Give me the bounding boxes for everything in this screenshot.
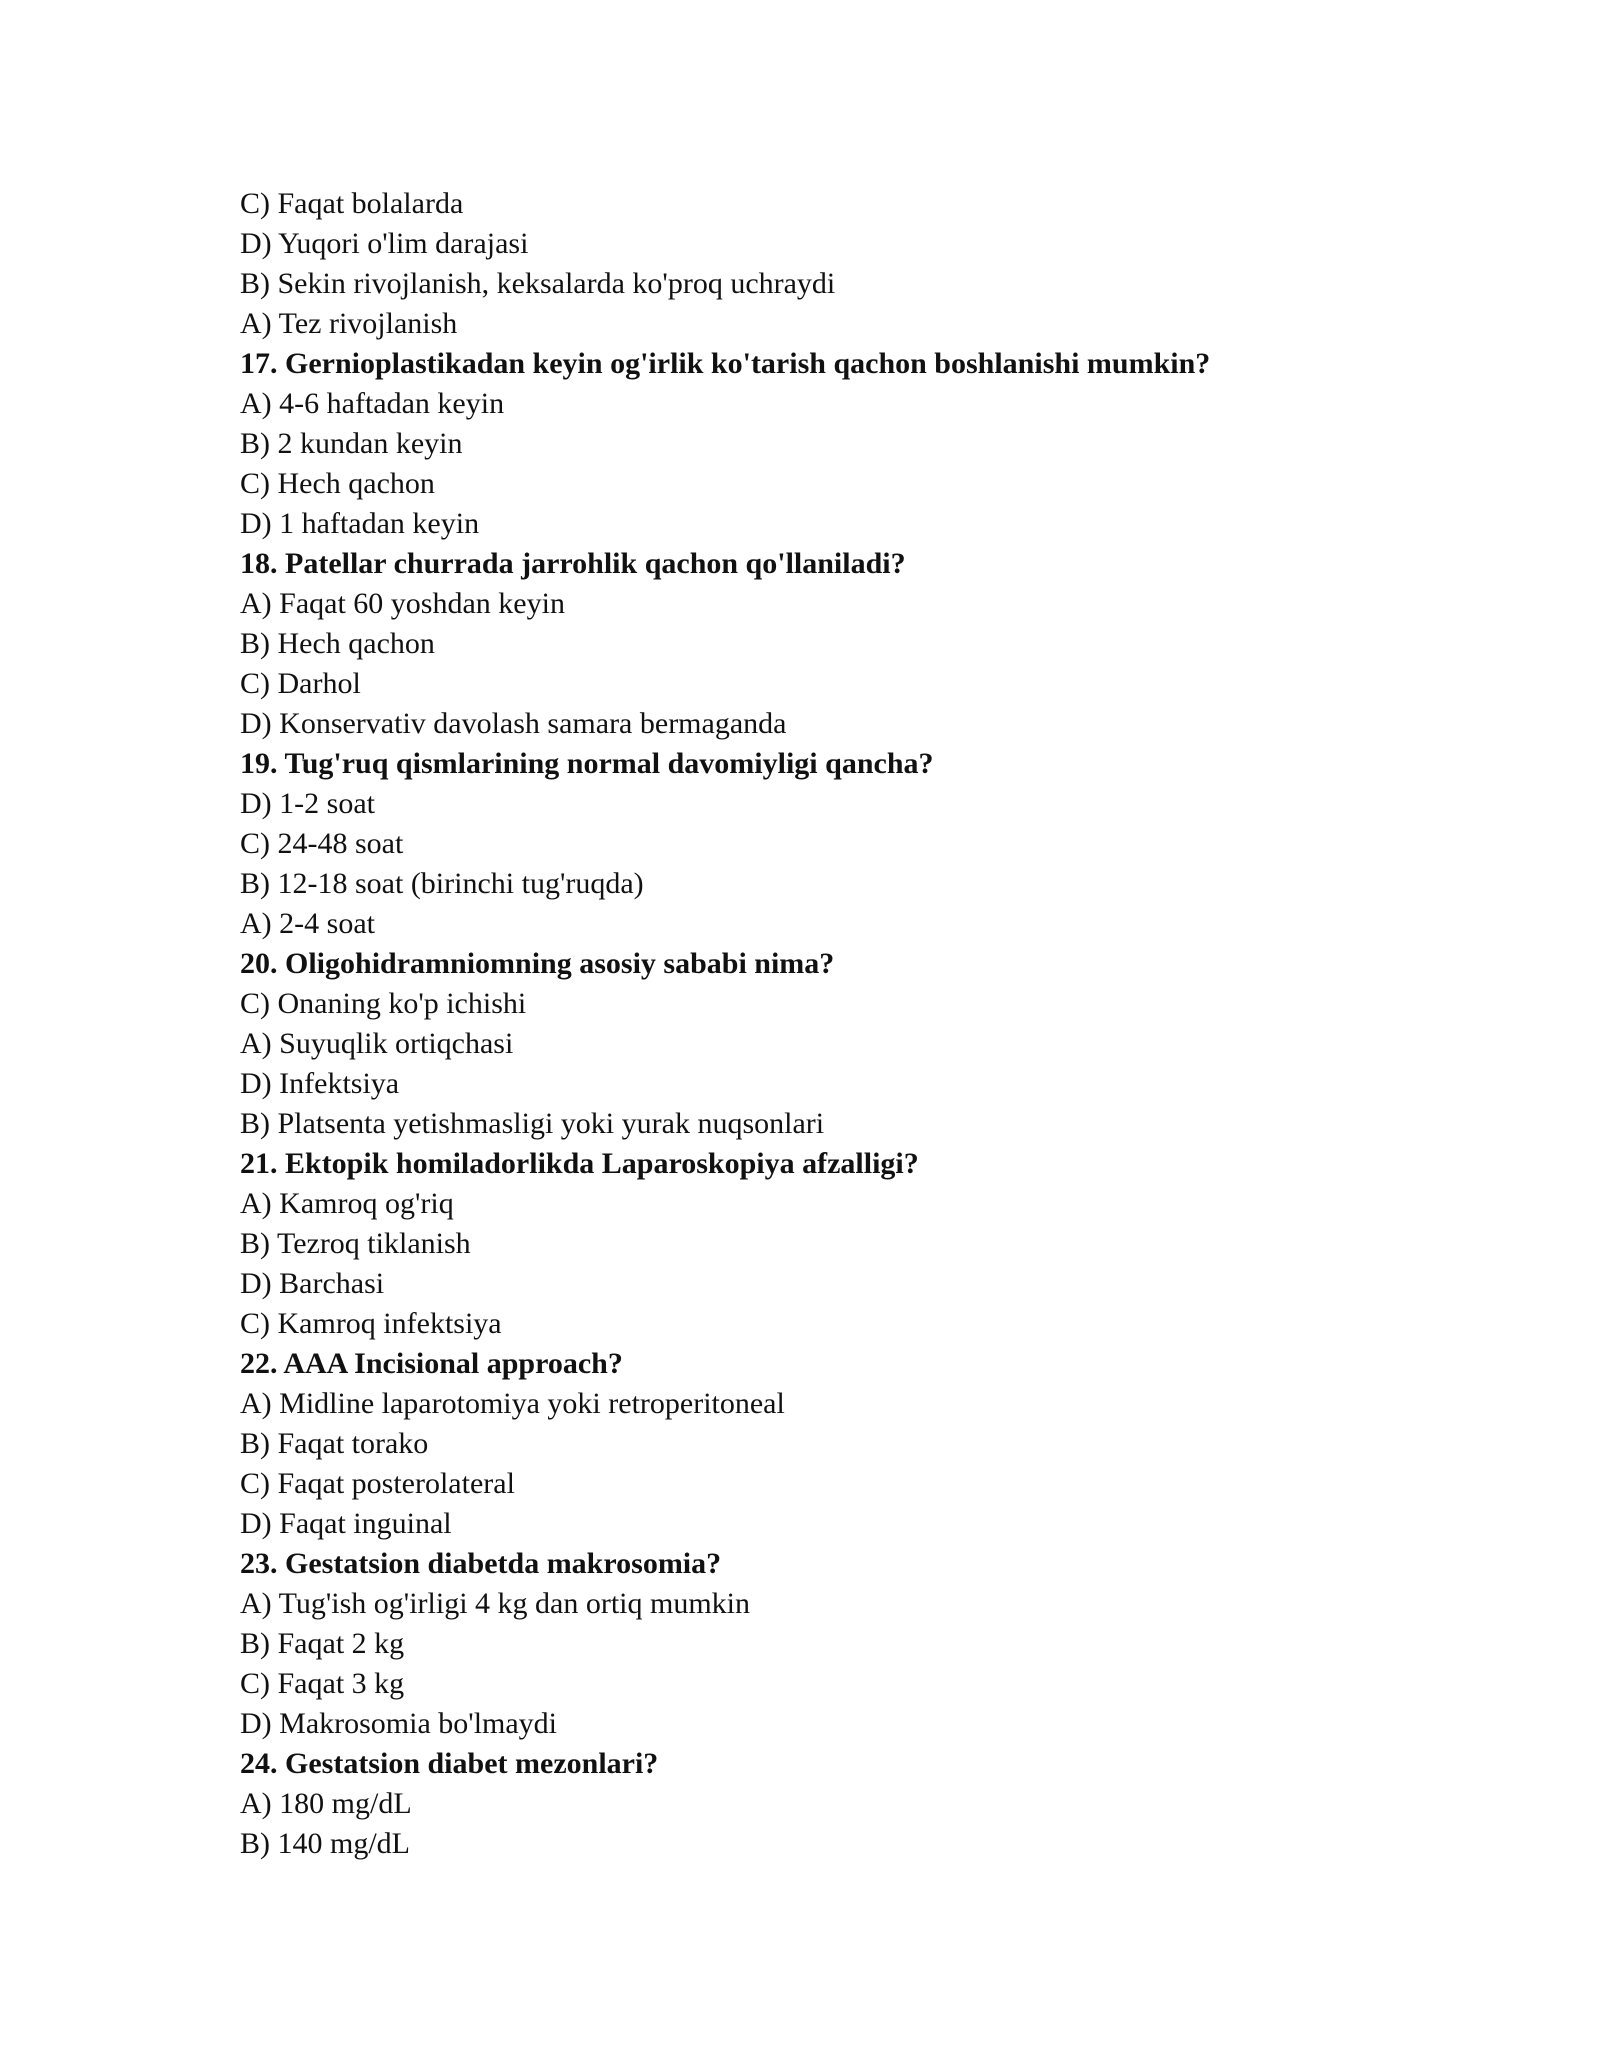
question-text: 20. Oligohidramniomning asosiy sababi nima? — [240, 947, 835, 980]
answer-option: A) Tug'ish og'irligi 4 kg dan ortiq mumkin — [240, 1587, 751, 1620]
answer-option: B) Sekin rivojlanish, keksalarda ko'proq uchraydi — [240, 267, 836, 300]
question-text: 19. Tug'ruq qismlarining normal davomiyligi qancha? — [240, 747, 934, 780]
answer-option: C) Faqat 3 kg — [240, 1667, 405, 1700]
answer-option: B) Platsenta yetishmasligi yoki yurak nuqsonlari — [240, 1107, 825, 1140]
answer-option: D) Barchasi — [240, 1267, 385, 1300]
answer-option: A) Kamroq og'riq — [240, 1187, 454, 1220]
answer-option: B) 2 kundan keyin — [240, 427, 463, 460]
question-text: 17. Gernioplastikadan keyin og'irlik ko'tarish qachon boshlanishi mumkin? — [240, 347, 1211, 380]
answer-option: C) Darhol — [240, 667, 361, 700]
answer-option: D) Konservativ davolash samara bermaganda — [240, 707, 787, 740]
answer-option: B) Tezroq tiklanish — [240, 1227, 471, 1260]
document-page — [240, 184, 1440, 1864]
answer-option: A) 180 mg/dL — [240, 1787, 412, 1820]
answer-option: B) Hech qachon — [240, 627, 435, 660]
answer-option: B) 12-18 soat (birinchi tug'ruqda) — [240, 867, 644, 900]
answer-option: B) Faqat torako — [240, 1427, 429, 1460]
answer-option: A) Tez rivojlanish — [240, 307, 458, 340]
question-block-19 — [240, 744, 1440, 944]
answer-option: C) 24-48 soat — [240, 827, 404, 860]
answer-option: C) Kamroq infektsiya — [240, 1307, 502, 1340]
answer-option: D) Yuqori o'lim darajasi — [240, 227, 529, 260]
question-text: 18. Patellar churrada jarrohlik qachon qo'llaniladi? — [240, 547, 906, 580]
question-block-22 — [240, 1344, 1440, 1544]
answer-option: D) 1 haftadan keyin — [240, 507, 480, 540]
answer-option: D) 1-2 soat — [240, 787, 375, 820]
answer-option: A) Midline laparotomiya yoki retroperitoneal — [240, 1387, 785, 1420]
question-text: 21. Ektopik homiladorlikda Laparoskopiya afzalligi? — [240, 1147, 919, 1180]
question-text: 24. Gestatsion diabet mezonlari? — [240, 1747, 659, 1780]
answer-option: D) Faqat inguinal — [240, 1507, 452, 1540]
question-text: 23. Gestatsion diabetda makrosomia? — [240, 1547, 722, 1580]
answer-option: C) Faqat bolalarda — [240, 187, 464, 220]
answer-option: C) Onaning ko'p ichishi — [240, 987, 527, 1020]
question-block-20 — [240, 944, 1440, 1144]
answer-option: A) Faqat 60 yoshdan keyin — [240, 587, 565, 620]
answer-option: A) Suyuqlik ortiqchasi — [240, 1027, 514, 1060]
question-block-24 — [240, 1744, 1440, 1864]
answer-option: A) 4-6 haftadan keyin — [240, 387, 505, 420]
answer-option: D) Makrosomia bo'lmaydi — [240, 1707, 558, 1740]
answer-option: B) Faqat 2 kg — [240, 1627, 405, 1660]
lead-options — [240, 184, 1440, 344]
answer-option: B) 140 mg/dL — [240, 1827, 410, 1860]
answer-option: C) Faqat posterolateral — [240, 1467, 515, 1500]
question-text: 22. AAA Incisional approach? — [240, 1347, 623, 1380]
question-block-17 — [240, 344, 1440, 544]
answer-option: C) Hech qachon — [240, 467, 435, 500]
question-block-21 — [240, 1144, 1440, 1344]
answer-option: A) 2-4 soat — [240, 907, 375, 940]
question-block-23 — [240, 1544, 1440, 1744]
question-block-18 — [240, 544, 1440, 744]
answer-option: D) Infektsiya — [240, 1067, 400, 1100]
